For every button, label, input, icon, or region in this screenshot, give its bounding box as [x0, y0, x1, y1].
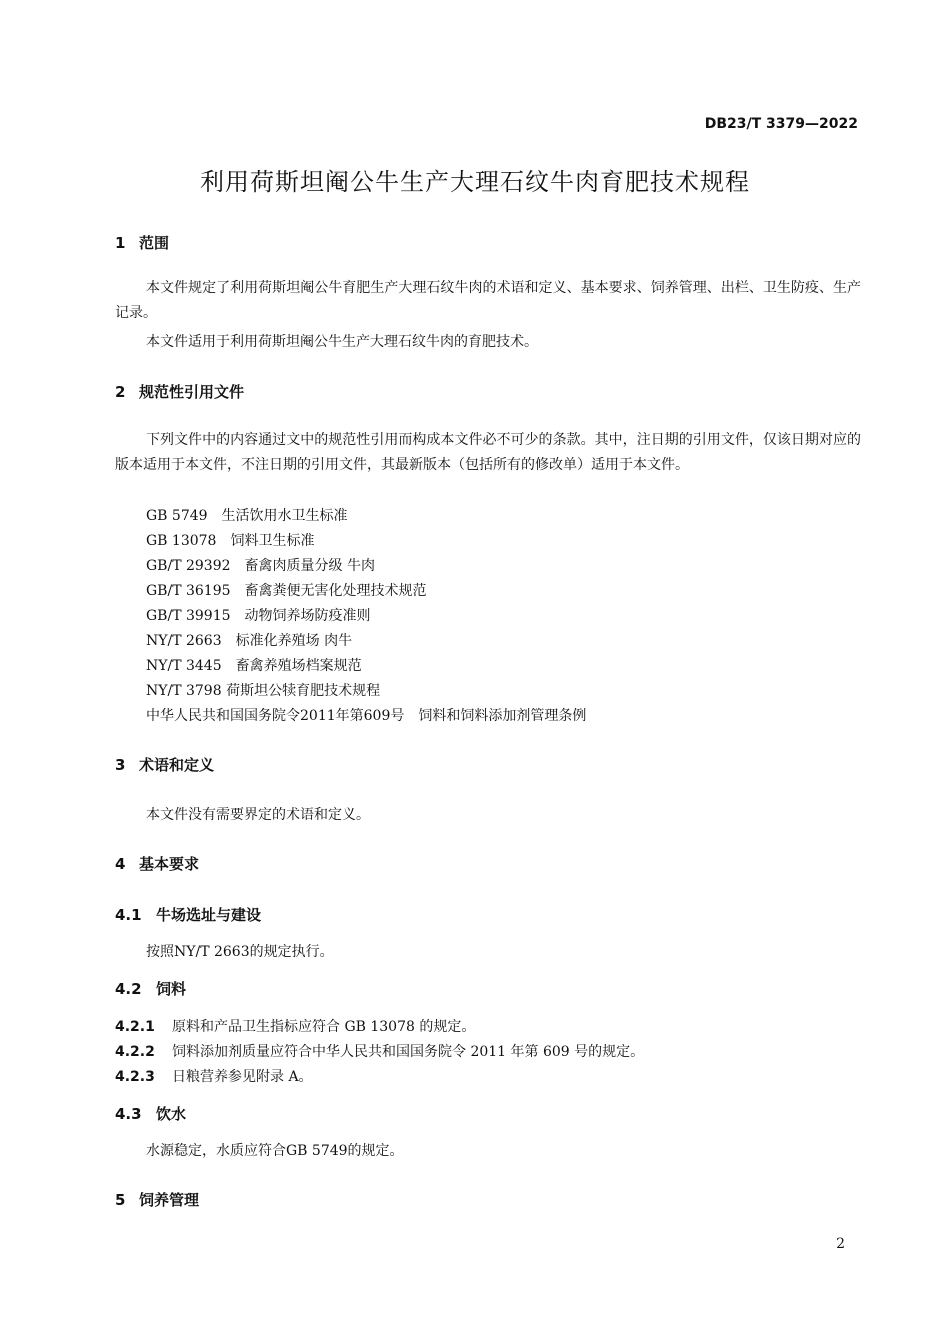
section-number: 2: [115, 383, 126, 401]
reference-item: NY/T 3798 荷斯坦公犊育肥技术规程: [146, 683, 381, 699]
subsection-title: 饮水: [156, 1105, 187, 1123]
section-title: 术语和定义: [139, 756, 215, 774]
clause-4-2-1: [115, 1016, 475, 1036]
subsection-number: 4.2: [115, 980, 142, 998]
clause-4-2-3: [115, 1066, 313, 1086]
section-title: 范围: [139, 234, 170, 252]
section-title: 规范性引用文件: [139, 383, 245, 401]
reference-item: GB/T 39915 动物饲养场防疫准则: [146, 608, 371, 624]
section-1-paragraph-2: 本文件适用于利用荷斯坦阉公牛生产大理石纹牛肉的育肥技术。: [146, 334, 538, 350]
subsection-4-3-paragraph: 水源稳定，水质应符合GB 5749的规定。: [146, 1143, 404, 1159]
section-title: 基本要求: [139, 855, 200, 873]
section-5-heading: [115, 1189, 199, 1210]
reference-item: GB 5749 生活饮用水卫生标准: [146, 508, 348, 524]
document-code: DB23/T 3379—2022: [704, 116, 858, 132]
clause-number: 4.2.3: [115, 1069, 155, 1085]
page-title: 利用荷斯坦阉公牛生产大理石纹牛肉育肥技术规程: [200, 168, 750, 196]
subsection-number: 4.3: [115, 1105, 142, 1123]
subsection-number: 4.1: [115, 906, 142, 924]
subsection-title: 牛场选址与建设: [156, 906, 262, 924]
section-2-paragraph: 下列文件中的内容通过文中的规范性引用而构成本文件必不可少的条款。其中，注日期的引用文件，仅该日期对应的版本适用于本文件，不注日期的引用文件，其最新版本（包括所有的修改单）适用于本文件。: [115, 432, 861, 473]
reference-item: GB/T 36195 畜禽粪便无害化处理技术规范: [146, 583, 427, 599]
clause-text: 饲料添加剂质量应符合中华人民共和国国务院令 2011 年第 609 号的规定。: [172, 1044, 645, 1060]
section-number: 5: [115, 1191, 126, 1209]
reference-item: GB 13078 饲料卫生标准: [146, 533, 315, 549]
subsection-4-3-heading: [115, 1103, 186, 1124]
reference-item: GB/T 29392 畜禽肉质量分级 牛肉: [146, 558, 375, 574]
subsection-title: 饲料: [156, 980, 187, 998]
clause-text: 日粮营养参见附录 A。: [172, 1069, 313, 1085]
page-number: 2: [836, 1236, 845, 1252]
reference-item: NY/T 3445 畜禽养殖场档案规范: [146, 658, 362, 674]
clause-4-2-2: [115, 1041, 644, 1061]
section-3-heading: [115, 754, 214, 775]
subsection-4-1-heading: [115, 904, 261, 925]
subsection-4-1-paragraph: 按照NY/T 2663的规定执行。: [146, 944, 334, 960]
section-1-heading: [115, 232, 169, 253]
section-2-heading: [115, 381, 244, 402]
section-number: 4: [115, 855, 126, 873]
subsection-4-2-heading: [115, 978, 186, 999]
section-3-paragraph: 本文件没有需要界定的术语和定义。: [146, 807, 370, 823]
reference-item: NY/T 2663 标准化养殖场 肉牛: [146, 633, 353, 649]
clause-number: 4.2.2: [115, 1044, 155, 1060]
section-4-heading: [115, 853, 199, 874]
section-number: 3: [115, 756, 126, 774]
section-title: 饲养管理: [139, 1191, 200, 1209]
section-1-paragraph-1: 本文件规定了利用荷斯坦阉公牛育肥生产大理石纹牛肉的术语和定义、基本要求、饲养管理、出栏、卫生防疫、生产记录。: [115, 280, 861, 321]
clause-text: 原料和产品卫生指标应符合 GB 13078 的规定。: [172, 1019, 476, 1035]
section-number: 1: [115, 234, 126, 252]
reference-item: 中华人民共和国国务院令2011年第609号 饲料和饲料添加剂管理条例: [146, 708, 587, 724]
clause-number: 4.2.1: [115, 1019, 155, 1035]
